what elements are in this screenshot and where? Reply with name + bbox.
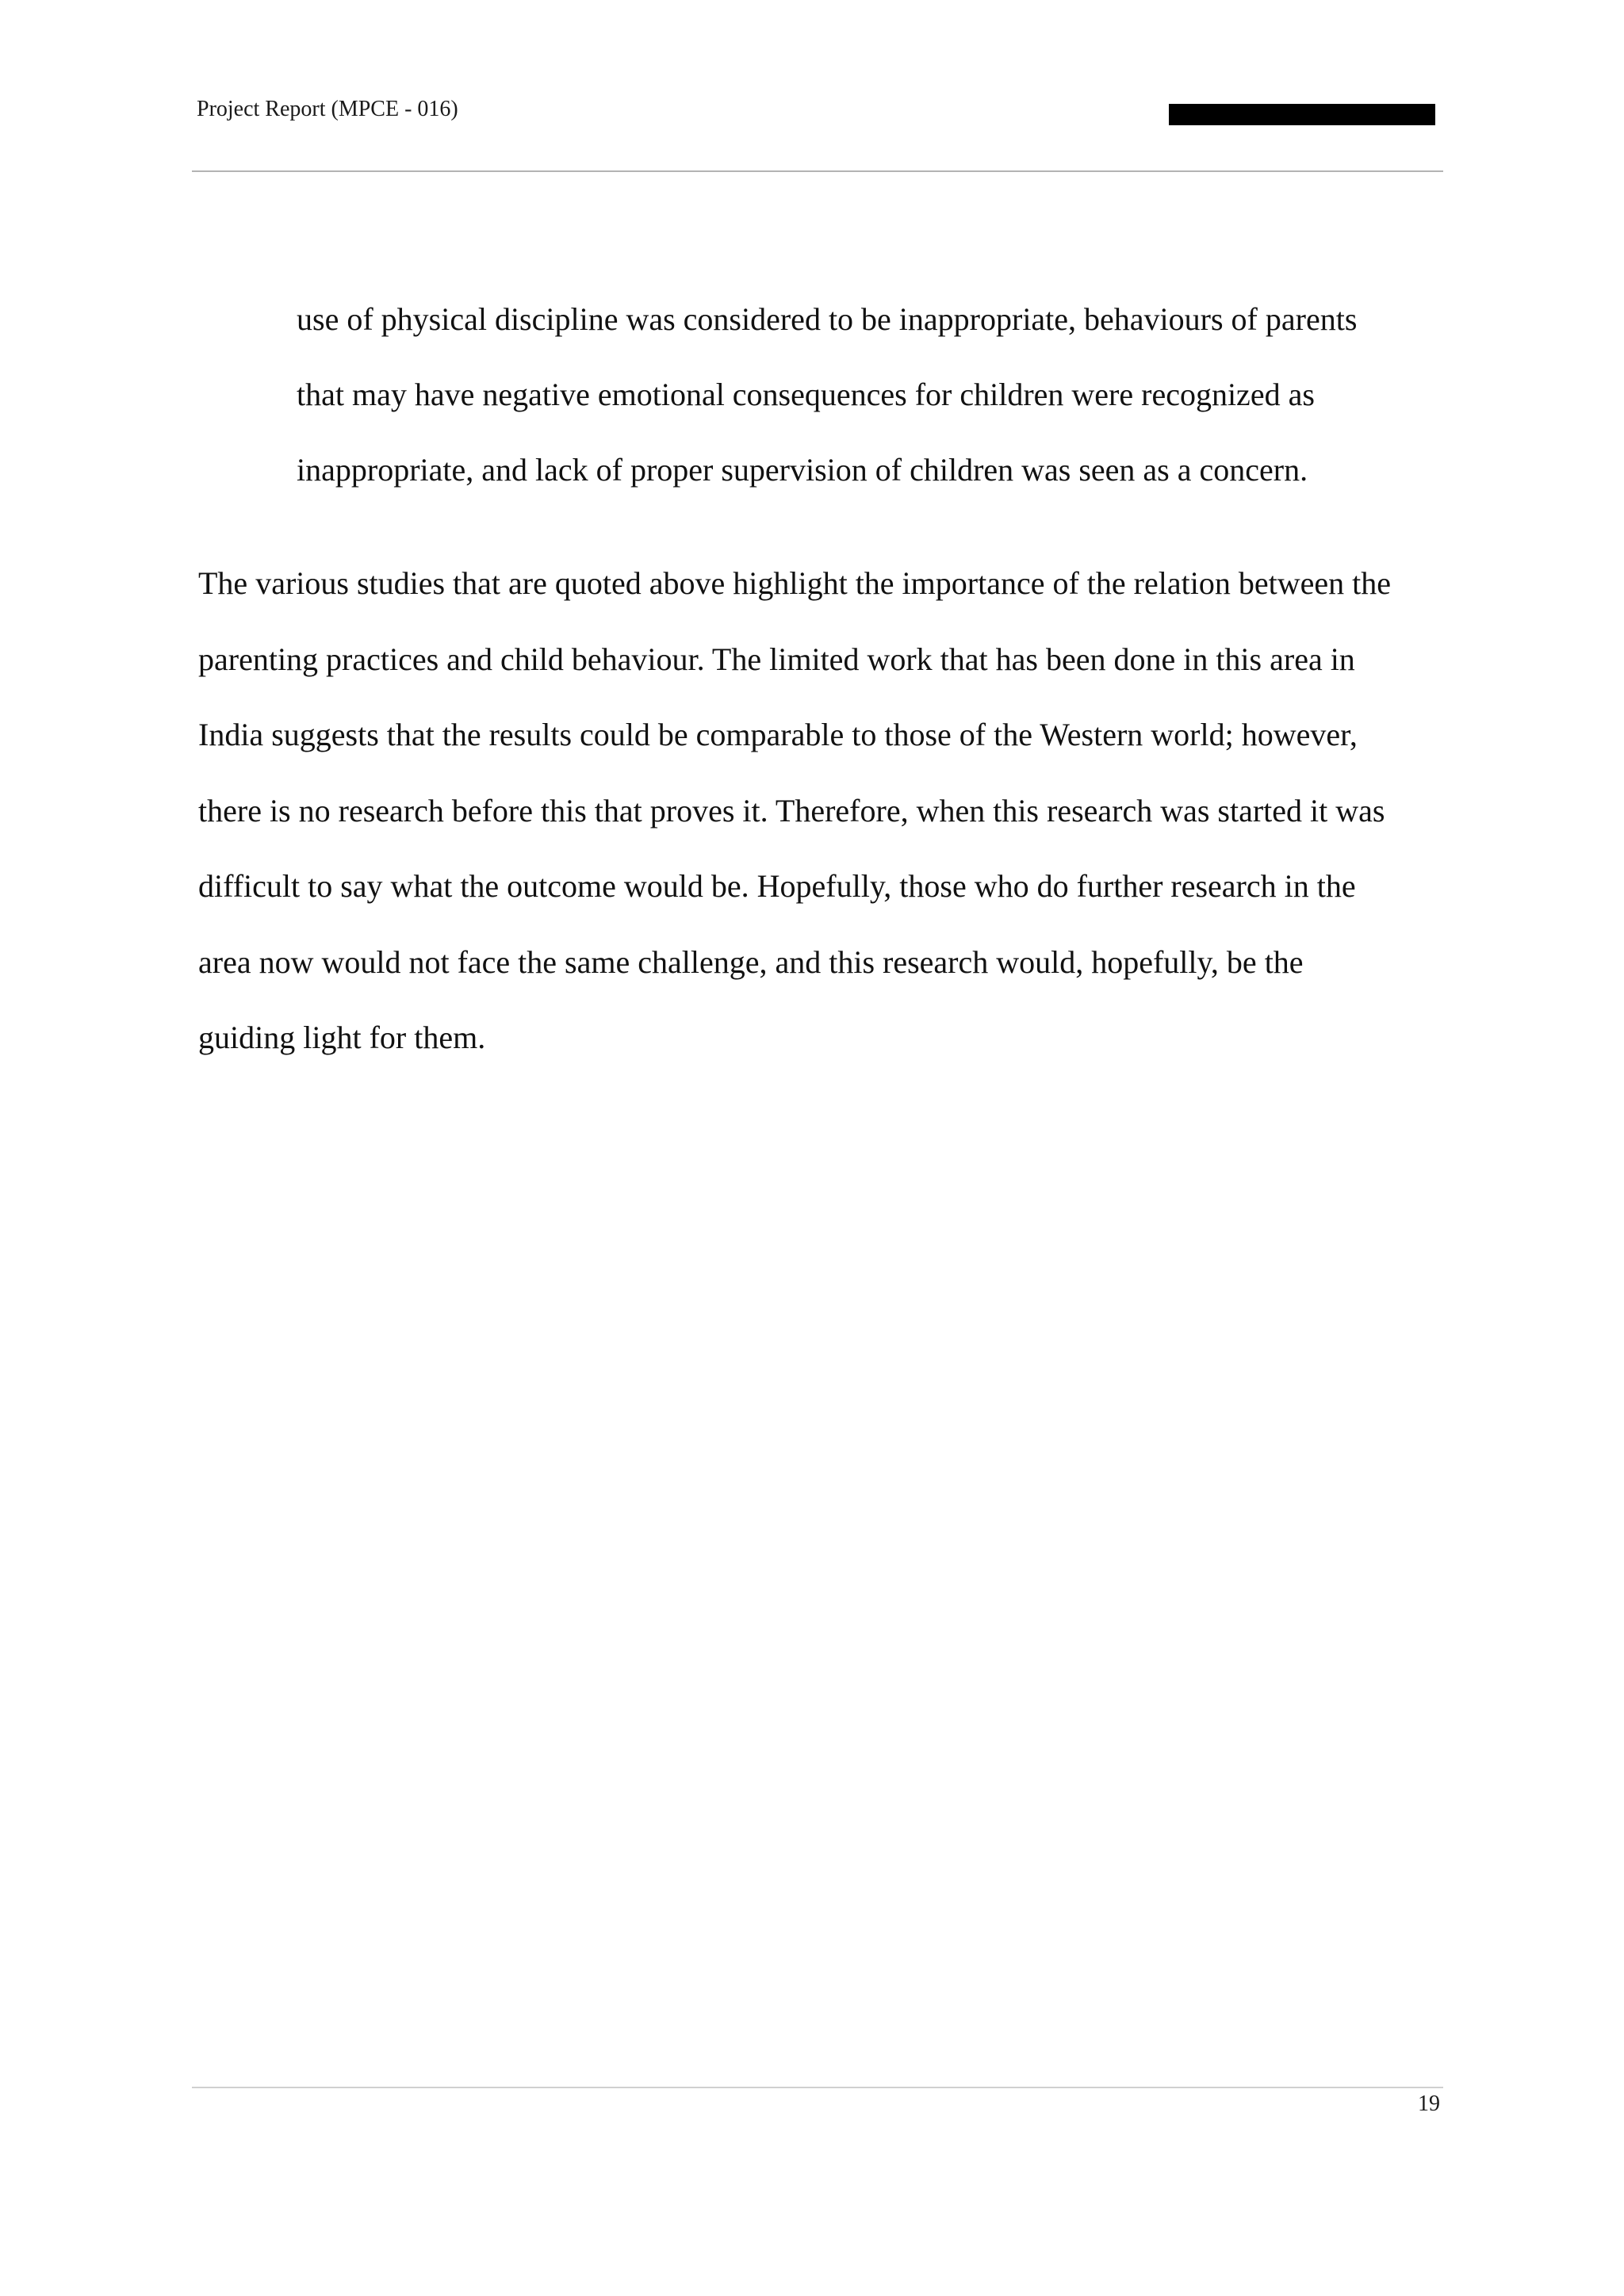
body-line: there is no research before this that proves it. Therefore, when this research was started it was — [198, 792, 1385, 828]
body-line: India suggests that the results could be comparable to those of the Western world; however, — [198, 717, 1358, 752]
footer-divider — [192, 2087, 1443, 2088]
body-paragraph — [198, 545, 1451, 1076]
body-line: parenting practices and child behaviour. The limited work that has been done in this area in — [198, 641, 1355, 677]
body-line: The various studies that are quoted above highlight the importance of the relation between the — [198, 565, 1391, 601]
body-line: difficult to say what the outcome would be. Hopefully, those who do further research in the — [198, 868, 1356, 904]
block-quote — [297, 281, 1438, 507]
block-quote-line: inappropriate, and lack of proper supervision of children was seen as a concern. — [297, 452, 1308, 488]
block-quote-line: that may have negative emotional consequences for children were recognized as — [297, 377, 1315, 412]
body-line: guiding light for them. — [198, 1020, 486, 1055]
page-number: 19 — [1418, 2091, 1440, 2116]
header-divider — [192, 170, 1443, 172]
block-quote-line: use of physical discipline was considered to be inappropriate, behaviours of parents — [297, 301, 1358, 337]
redaction-bar — [1169, 104, 1435, 125]
header-title: Project Report (MPCE - 016) — [197, 97, 458, 121]
body-line: area now would not face the same challenge, and this research would, hopefully, be the — [198, 943, 1304, 980]
